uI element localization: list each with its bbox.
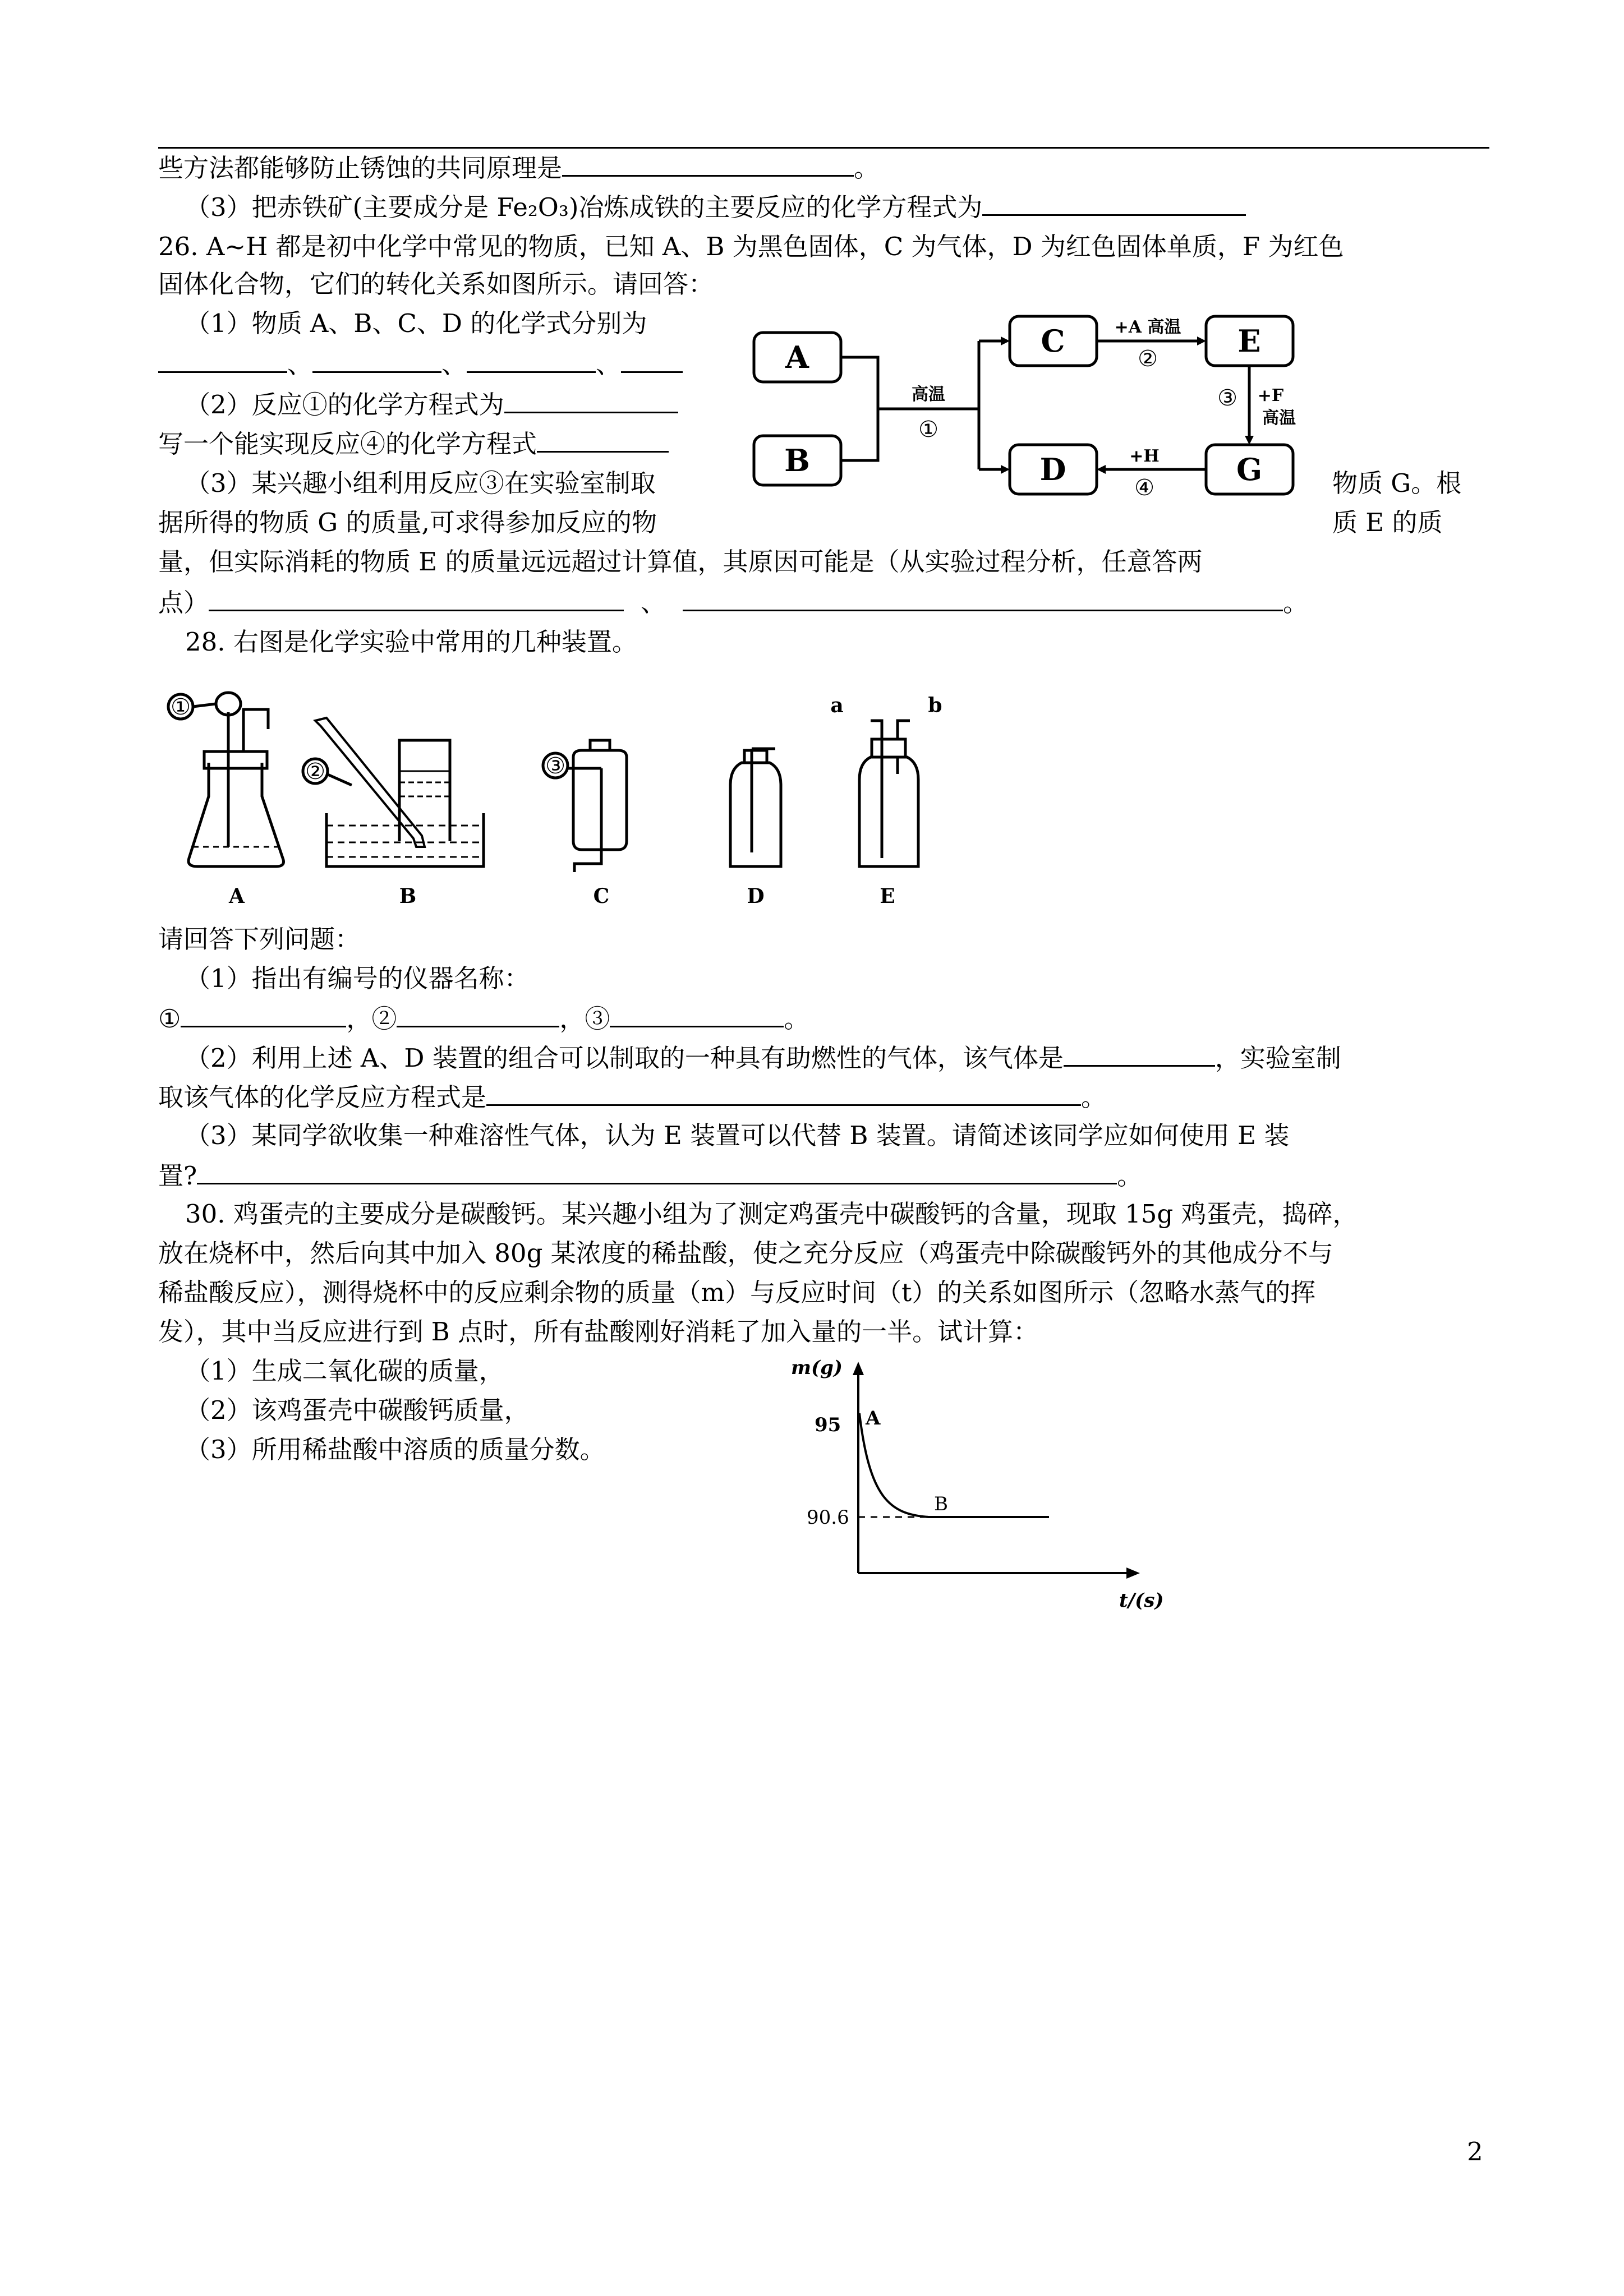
answer-blank[interactable] — [1064, 1040, 1215, 1067]
conversion-flow-diagram — [746, 311, 1324, 502]
text: 点） — [158, 588, 209, 617]
question-26-3 — [185, 467, 656, 500]
x-axis-label: t/(s) — [1119, 1589, 1164, 1612]
answer-blank[interactable] — [181, 1001, 346, 1027]
text: ，实验室制 — [1214, 1043, 1341, 1073]
question-28-1 — [185, 962, 530, 995]
point-a-label: A — [866, 1407, 881, 1430]
question-26-2 — [185, 387, 678, 422]
text: （1）物质 A、B、C、D 的化学式分别为 — [185, 308, 647, 338]
answer-blank[interactable] — [683, 585, 1283, 611]
text: 、 — [287, 349, 313, 379]
text: 物质 G。根 — [1332, 468, 1462, 498]
answer-blank[interactable] — [209, 585, 624, 611]
question-26-line2 — [158, 268, 714, 301]
question-26-line1 — [158, 230, 1344, 264]
x-axis-arrow — [1126, 1567, 1140, 1579]
text-line — [158, 150, 879, 185]
text: （3）某同学欲收集一种难溶性气体，认为 E 装置可以代替 B 装置。请简述该同学应如何使用 E 装 — [185, 1121, 1290, 1150]
answer-blank[interactable] — [504, 387, 678, 413]
question-30-3 — [185, 1433, 605, 1467]
text: 放在烧杯中，然后向其中加入 80g 某浓度的稀盐酸，使之充分反应（鸡蛋壳中除碳酸钙外的其他成分不与 — [158, 1238, 1333, 1268]
text: （3）某兴趣小组利用反应③在实验室制取 — [185, 468, 656, 498]
reaction-1-number: ① — [918, 417, 938, 442]
y-tick-95: 95 — [815, 1414, 841, 1436]
delivery-tube-b — [315, 718, 425, 847]
answer-blank[interactable] — [562, 150, 854, 177]
box-c-label: C — [1041, 323, 1065, 359]
text: ，② — [346, 1004, 397, 1034]
answer-blank[interactable] — [467, 347, 596, 373]
marker-2: ② — [305, 759, 325, 785]
question-26-4 — [158, 506, 657, 540]
text: 固体化合物，它们的转化关系如图所示。请回答： — [158, 269, 714, 299]
text: 发），其中当反应进行到 B 点时，所有盐酸刚好消耗了加入量的一半。试计算： — [158, 1317, 1039, 1347]
box-d-label: D — [1039, 451, 1066, 487]
answer-blank[interactable] — [610, 1001, 784, 1027]
text: ① — [158, 1004, 181, 1034]
text: 置? — [158, 1161, 197, 1191]
text: 质 E 的质 — [1332, 508, 1443, 537]
text: 、 — [641, 588, 666, 617]
question-30-line4 — [158, 1315, 1038, 1349]
text: 28. 右图是化学实验中常用的几种装置。 — [185, 627, 637, 657]
mass-time-chart — [785, 1352, 1178, 1615]
box-b-label: B — [784, 442, 810, 478]
tube-b — [898, 721, 910, 774]
question-26-2b — [158, 426, 669, 461]
bracket-ab — [841, 357, 878, 460]
text: （3）所用稀盐酸中溶质的质量分数。 — [185, 1435, 605, 1464]
text: （1）指出有编号的仪器名称： — [185, 963, 530, 993]
question-28-title — [185, 625, 637, 659]
text: （3）把赤铁矿(主要成分是 Fe₂O₃)冶炼成铁的主要反应的化学方程式为 — [185, 192, 983, 222]
question-30-line1 — [185, 1197, 1358, 1231]
answer-blank[interactable] — [621, 347, 683, 373]
question-26-4-right — [1332, 506, 1442, 540]
text: 。 — [854, 153, 880, 183]
apparatus-b-label: B — [399, 884, 417, 908]
question-30-1 — [185, 1354, 504, 1388]
text: （2）该鸡蛋壳中碳酸钙质量， — [185, 1395, 530, 1425]
answer-blank[interactable] — [486, 1080, 1081, 1106]
port-b-label: b — [928, 694, 942, 717]
funnel-bulb — [216, 693, 241, 715]
answer-blank[interactable] — [158, 347, 287, 373]
question-28-2 — [185, 1040, 1341, 1075]
text-line — [185, 190, 1246, 224]
question-28-2-cont — [158, 1080, 1106, 1114]
question-26-6 — [158, 585, 1308, 620]
text: 。 — [1117, 1161, 1143, 1191]
question-26-1 — [185, 307, 647, 340]
question-30-line3 — [158, 1276, 1315, 1310]
text: 26. A~H 都是初中化学中常见的物质，已知 A、B 为黑色固体，C 为气体，D 为红色固体单质，F 为红色 — [158, 232, 1344, 261]
port-a-label: a — [830, 694, 844, 717]
mass-curve — [859, 1413, 1049, 1517]
marker-3: ③ — [545, 753, 565, 779]
text: 、 — [441, 349, 467, 379]
text: 、 — [596, 349, 622, 379]
delivery-tube-a — [243, 709, 268, 751]
answer-blank[interactable] — [537, 426, 669, 453]
question-26-3-right — [1332, 467, 1461, 500]
question-30-line2 — [158, 1237, 1333, 1270]
question-28-3-cont — [158, 1158, 1142, 1193]
question-26-5 — [158, 545, 1202, 579]
reaction-3-number: ③ — [1217, 385, 1237, 411]
text: （2）利用上述 A、D 装置的组合可以制取的一种具有助燃性的气体，该气体是 — [185, 1043, 1064, 1073]
gas-bottle-d — [730, 763, 781, 866]
question-28-3 — [185, 1119, 1289, 1152]
question-28-1-blanks — [158, 1001, 809, 1036]
text: 30. 鸡蛋壳的主要成分是碳酸钙。某兴趣小组为了测定鸡蛋壳中碳酸钙的含量，现取 15g 鸡蛋壳，捣碎， — [185, 1199, 1358, 1229]
point-b-label: B — [934, 1493, 948, 1515]
y-axis-label: m(g) — [791, 1357, 843, 1379]
reaction-2-number: ② — [1138, 346, 1158, 372]
box-g-label: G — [1236, 451, 1263, 487]
text: 据所得的物质 G 的质量,可求得参加反应的物 — [158, 508, 657, 537]
condition-3-reagent: +F — [1257, 386, 1284, 405]
text: 稀盐酸反应），测得烧杯中的反应剩余物的质量（m）与反应时间（t）的关系如图所示（忽略水蒸气的挥 — [158, 1278, 1316, 1307]
question-30-2 — [185, 1394, 530, 1427]
answer-blank[interactable] — [397, 1001, 559, 1027]
condition-4: +H — [1129, 446, 1160, 466]
box-e-label: E — [1237, 323, 1261, 359]
flask-a — [188, 763, 284, 866]
y-axis-arrow — [853, 1362, 864, 1375]
stopper-a — [204, 751, 267, 768]
text: 取该气体的化学反应方程式是 — [158, 1082, 487, 1112]
text: 。 — [784, 1004, 809, 1034]
reaction-4-number: ④ — [1134, 475, 1154, 501]
stopper-e — [872, 739, 905, 757]
text: （2）反应①的化学方程式为 — [185, 390, 504, 419]
box-a-label: A — [785, 339, 809, 375]
apparatus-e-label: E — [880, 884, 895, 908]
lab-apparatus-figure — [158, 679, 988, 914]
answer-blank[interactable] — [312, 347, 441, 373]
text: ，③ — [559, 1004, 610, 1034]
condition-3-temp: 高温 — [1262, 408, 1296, 428]
question-26-1-blanks — [158, 347, 683, 381]
condition-2: +A 高温 — [1114, 317, 1181, 337]
text: 。 — [1081, 1082, 1107, 1112]
condition-1: 高温 — [912, 385, 945, 404]
page-number: 2 — [1467, 2137, 1483, 2166]
apparatus-d-label: D — [747, 884, 765, 908]
marker-1: ① — [171, 694, 191, 720]
apparatus-c-label: C — [593, 884, 610, 908]
apparatus-a-label: A — [229, 884, 245, 908]
text: 。 — [1283, 588, 1309, 617]
text: 请回答下列问题： — [158, 924, 361, 954]
text: （1）生成二氧化碳的质量， — [185, 1356, 504, 1386]
text: 量，但实际消耗的物质 E 的质量远远超过计算值，其原因可能是（从实验过程分析，任意答两 — [158, 547, 1203, 577]
gas-bottle-e — [859, 757, 918, 866]
text: 些方法都能够防止锈蚀的共同原理是 — [158, 153, 563, 183]
text: 写一个能实现反应④的化学方程式 — [158, 429, 537, 459]
question-28-ask — [158, 923, 360, 956]
y-tick-90-6: 90.6 — [807, 1506, 849, 1529]
trough-b — [326, 813, 484, 866]
answer-blank[interactable] — [982, 190, 1246, 216]
header-rule — [158, 147, 1489, 149]
answer-blank[interactable] — [197, 1158, 1117, 1184]
